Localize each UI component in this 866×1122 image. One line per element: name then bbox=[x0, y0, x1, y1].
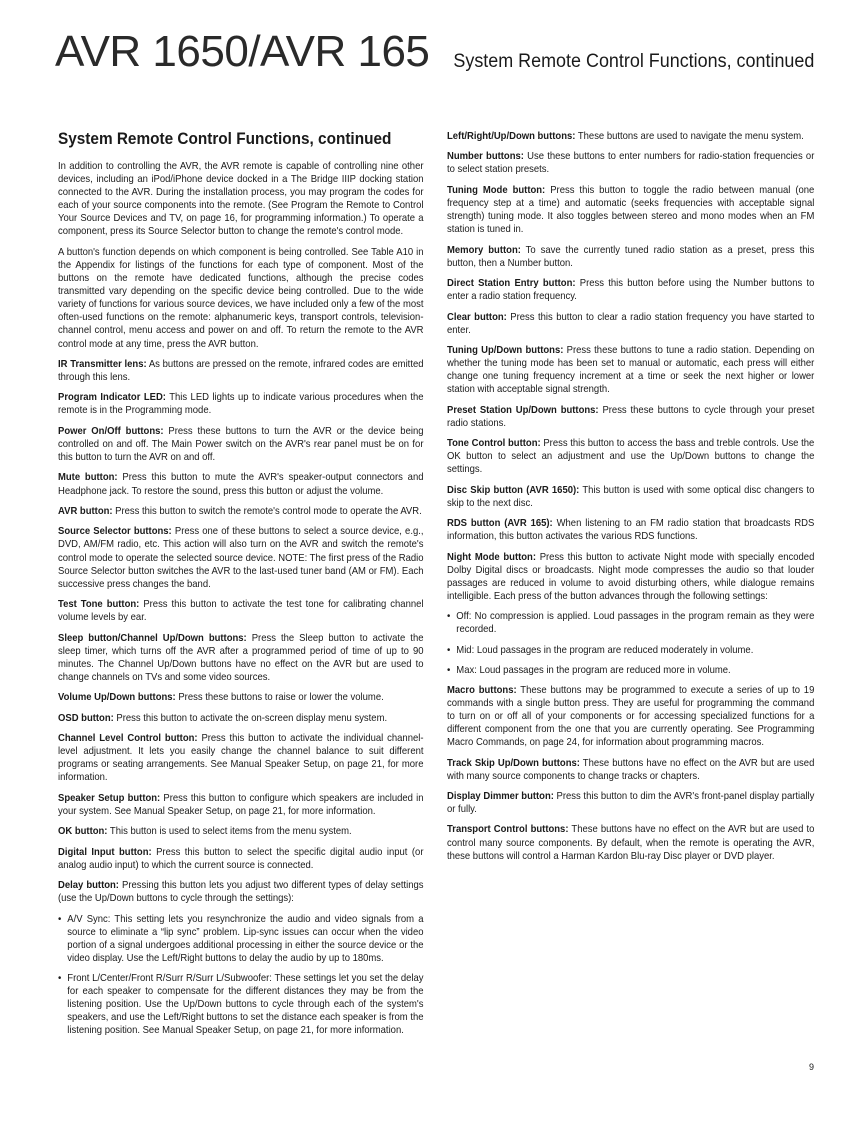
bullet-item: • Mid: Loud passages in the program are reduced moderately in volume. bbox=[447, 644, 814, 657]
function-text: Press this button to toggle the radio between manual (one frequency step at a time) and automatic (seeks frequencies with acceptable signal strength) tuning mode. It also toggles between stereo and mono modes when an FM station is tuned in. bbox=[447, 184, 815, 236]
right-column bbox=[447, 130, 814, 870]
function-description bbox=[58, 712, 423, 725]
function-term: Tuning Up/Down buttons: bbox=[447, 345, 564, 356]
intro-paragraphs bbox=[58, 160, 423, 351]
delay-settings-list bbox=[58, 913, 423, 1038]
function-text: Pressing this button lets you adjust two different types of delay settings (use the Up/Down buttons to cycle through the settings): bbox=[58, 880, 424, 905]
function-term: Volume Up/Down buttons: bbox=[58, 692, 176, 704]
function-term: Sleep button/Channel Up/Down buttons: bbox=[58, 632, 247, 644]
function-term: Source Selector buttons: bbox=[58, 526, 172, 538]
function-text: Press this button to mute the AVR's speaker-output connectors and Headphone jack. To restore the sound, press this button or adjust the volume. bbox=[58, 472, 424, 497]
function-text: These buttons may be programmed to execute a series of up to 19 commands with a single button press. They are useful for programming the command to turn on or off all of your components or for accessing specialized functions for a different component from the one that you are currently operating. See Programming Macro Commands, on page 24, for information about programming macros. bbox=[447, 684, 815, 749]
function-text: This button is used with some optical disc changers to skip to the next disc. bbox=[447, 484, 815, 509]
function-term: Macro buttons: bbox=[447, 684, 517, 696]
function-text: Use these buttons to enter numbers for radio-station frequencies or to select station presets. bbox=[447, 151, 815, 176]
function-text: This button is used to select items from the menu system. bbox=[107, 826, 352, 838]
function-text: These buttons have no effect on the AVR but are used with many source components to change tracks or chapters. bbox=[447, 757, 815, 782]
function-description bbox=[447, 277, 814, 303]
function-description bbox=[58, 358, 423, 384]
function-term: Delay button: bbox=[58, 880, 119, 892]
function-description bbox=[447, 790, 814, 816]
function-description bbox=[58, 471, 423, 497]
function-text: When listening to an FM radio station that broadcasts RDS information, this button activates the various RDS functions. bbox=[447, 518, 815, 543]
function-term: Tuning Mode button: bbox=[447, 184, 546, 196]
function-description bbox=[58, 391, 423, 417]
function-text: Press one of these buttons to select a source device, e.g., DVD, AM/FM radio, etc. This action will also turn on the AVR and switch the remote's control mode to operate the selected source device. NOTE: The first press of the Radio Source Selector button switches the AVR to the last-used tuner band (AM or FM). Each successive press changes the band. bbox=[58, 526, 424, 590]
night-mode-settings-list bbox=[447, 610, 814, 676]
function-term: Display Dimmer button: bbox=[447, 791, 554, 802]
bullet-item: • Front L/Center/Front R/Surr R/Surr L/Subwoofer: These settings let you set the delay for each speaker to compensate for the different distances they may be from the listening position. Use the Up/Down buttons to cycle through each of the system's speakers, and use the Left/Right buttons to set the distance each speaker is from the listening position. See Manual Speaker Setup, on page 21, for more information. bbox=[58, 972, 423, 1037]
function-term: Digital Input button: bbox=[58, 846, 152, 858]
function-text: Press this button to activate Night mode with specially encoded Dolby Digital discs or broadcasts. Night mode compresses the audio so that louder passages are reduced in volume to avoid disturbing others, while dialogue remains intelligible. Each press of the button advances through the following settings: bbox=[447, 551, 815, 602]
function-text: As buttons are pressed on the remote, infrared codes are emitted through this lens. bbox=[58, 358, 424, 383]
function-description bbox=[58, 792, 423, 818]
function-text: To save the currently tuned radio station as a preset, press this button, then a Number button. bbox=[447, 244, 815, 269]
function-text: Press this button to clear a radio station frequency you have started to enter. bbox=[447, 311, 815, 336]
function-term: Speaker Setup button: bbox=[58, 792, 161, 804]
function-term: Direct Station Entry button: bbox=[447, 278, 576, 290]
intro-paragraph: A button's function depends on which component is being controlled. See Table A10 in the Appendix for listings of the functions for each type of component. Most of the buttons on the remote have dedicated functions, although the precise codes transmitted vary depending on the specific device being controlled. Due to the wide variety of functions for various source devices, we have included only a few of the most often-used functions on the remote: alphanumeric keys, transport controls, television-channel control, menu access and power on and off. To return the remote to the AVR control mode at any time, press the AVR button. bbox=[58, 246, 424, 350]
function-description bbox=[447, 150, 814, 176]
function-description bbox=[58, 632, 423, 684]
intro-paragraph: In addition to controlling the AVR, the AVR remote is capable of controlling nine other devices, including an iPod/iPhone device docked in a The Bridge IIIP docking station connected to the AVR. During the installation process, you may program the codes for each of your source components into the remote. (See Program the Remote to Control Your Source Devices and TV, on page 16, for programming information.) To operate a component, press its Source Selector button to change the remote's control mode. bbox=[58, 161, 424, 238]
function-term: Number buttons: bbox=[447, 151, 524, 163]
function-text: Press this button before using the Number buttons to enter a radio station frequency. bbox=[447, 278, 815, 303]
function-description bbox=[447, 757, 814, 783]
function-text: Press this button to activate the individual channel-level adjustment. It lets you easily change the channel balance to suit different programs or seating arrangements. See Manual Speaker Setup, on page 21, for more information. bbox=[58, 733, 424, 784]
function-description bbox=[58, 691, 423, 704]
function-description bbox=[447, 404, 814, 430]
function-text: Press this button to access the bass and treble controls. Use the OK button to select an adjustment and use the Up/Down buttons to change the settings. bbox=[447, 438, 815, 476]
function-term: Clear button: bbox=[447, 311, 507, 323]
function-term: RDS button (AVR 165): bbox=[447, 518, 553, 530]
bullet-item: • Max: Loud passages in the program are reduced more in volume. bbox=[447, 664, 814, 677]
function-description bbox=[447, 517, 814, 543]
function-text: Press this button to activate the test tone for calibrating channel volume levels by ear. bbox=[58, 599, 424, 624]
function-term: Test Tone button: bbox=[58, 599, 140, 611]
function-description bbox=[447, 684, 814, 749]
function-description bbox=[447, 130, 814, 143]
function-term: Program Indicator LED: bbox=[58, 392, 166, 404]
function-text: Press this button to activate the on-screen display menu system. bbox=[113, 712, 388, 724]
function-text: Press these buttons to raise or lower the volume. bbox=[175, 692, 384, 704]
function-description bbox=[447, 344, 814, 396]
function-term: Tone Control button: bbox=[447, 438, 541, 450]
function-term: Power On/Off buttons: bbox=[58, 425, 164, 437]
function-description bbox=[58, 879, 423, 905]
function-term: Left/Right/Up/Down buttons: bbox=[447, 131, 576, 142]
function-description bbox=[58, 825, 423, 838]
function-term: Track Skip Up/Down buttons: bbox=[447, 757, 580, 769]
page-title: System Remote Control Functions, continued bbox=[58, 130, 392, 148]
section-header: System Remote Control Functions, continued bbox=[453, 50, 814, 72]
left-function-list bbox=[58, 358, 423, 905]
function-description bbox=[58, 525, 423, 590]
function-text: Press these buttons to tune a radio station. Depending on whether the tuning mode has been set to manual or automatic, each press will either change one tuning frequency increment at a time or seek the next higher or lower station with acceptable signal strength. bbox=[447, 345, 815, 396]
function-term: Memory button: bbox=[447, 244, 521, 256]
function-text: Press this button to dim the AVR's front-panel display partially or fully. bbox=[447, 791, 815, 816]
function-description bbox=[447, 823, 814, 862]
function-description bbox=[447, 484, 814, 510]
function-description bbox=[58, 598, 423, 624]
left-column bbox=[58, 130, 423, 1044]
function-text: Press these buttons to turn the AVR or the device being controlled on and off. The Main Power switch on the AVR's rear panel must be on for this button to turn the AVR on and off. bbox=[58, 425, 424, 464]
function-term: Transport Control buttons: bbox=[447, 824, 569, 836]
function-description bbox=[447, 311, 814, 337]
function-description bbox=[58, 425, 423, 464]
function-description bbox=[58, 505, 423, 518]
function-text: This LED lights up to indicate various procedures when the remote is in the Programming mode. bbox=[58, 392, 424, 417]
function-term: Preset Station Up/Down buttons: bbox=[447, 404, 599, 416]
function-term: AVR button: bbox=[58, 505, 113, 517]
model-title: AVR 1650/AVR 165 bbox=[55, 27, 430, 76]
function-term: Disc Skip button (AVR 1650): bbox=[447, 484, 580, 496]
function-text: Press this button to configure which speakers are included in your system. See Manual Speaker Setup, on page 21, for more information. bbox=[58, 792, 424, 817]
function-term: OK button: bbox=[58, 826, 108, 838]
page-number: 9 bbox=[808, 1062, 814, 1072]
function-text: These buttons have no effect on the AVR but are used to control many source components. By default, when the remote is operating the AVR, these buttons will control a Harman Kardon Blu-ray Disc player or DVD player. bbox=[447, 824, 815, 862]
function-term: OSD button: bbox=[58, 712, 114, 724]
function-text: Press the Sleep button to activate the sleep timer, which turns off the AVR after a programmed period of time of up to 90 minutes. The Channel Up/Down buttons have no effect on the AVR but are used to change channels on TVs and some video sources. bbox=[58, 632, 424, 683]
function-description bbox=[447, 437, 814, 476]
function-term: Mute button: bbox=[58, 472, 118, 484]
function-text: Press this button to select the specific digital audio input (or analog audio input) to which the current source is connected. bbox=[58, 846, 424, 871]
function-description bbox=[447, 244, 814, 270]
function-term: Night Mode button: bbox=[447, 551, 536, 563]
function-description bbox=[58, 732, 423, 784]
function-text: Press this button to switch the remote's control mode to operate the AVR. bbox=[112, 505, 422, 517]
function-description bbox=[447, 184, 814, 236]
function-text: These buttons are used to navigate the menu system. bbox=[575, 131, 804, 142]
function-description bbox=[447, 551, 814, 603]
bullet-item: • Off: No compression is applied. Loud passages in the program remain as they were recorded. bbox=[447, 610, 814, 636]
function-text: Press these buttons to cycle through your preset radio stations. bbox=[447, 404, 815, 429]
bullet-item: • A/V Sync: This setting lets you resynchronize the audio and video signals from a source to eliminate a “lip sync” problem. Lip-sync issues can occur when the video portion of a signal undergoes additional processing in either the source device or the video display. Use the Left/Right buttons to delay the audio by up to 180ms. bbox=[58, 913, 423, 965]
function-term: IR Transmitter lens: bbox=[58, 358, 147, 370]
function-term: Channel Level Control button: bbox=[58, 733, 198, 745]
right-function-list bbox=[447, 130, 814, 603]
function-description bbox=[58, 846, 423, 872]
right-function-list-2 bbox=[447, 684, 814, 863]
